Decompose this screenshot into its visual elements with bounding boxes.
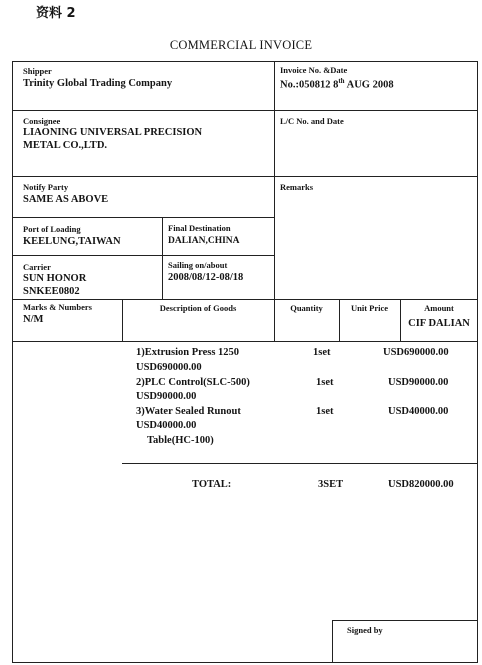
amount-term: CIF DALIAN — [408, 318, 470, 329]
item-3-extra: Table(HC-100) — [147, 435, 214, 446]
divider-total — [122, 463, 478, 464]
item-2-price: USD90000.00 — [136, 391, 197, 402]
quantity-header: Quantity — [290, 303, 323, 313]
divider-signature — [332, 620, 478, 621]
item-2-quantity: 1set — [316, 377, 334, 388]
notify-party-label: Notify Party — [23, 182, 69, 192]
carrier-line1: SUN HONOR — [23, 273, 87, 284]
invoice-no-label: Invoice No. &Date — [280, 65, 348, 75]
marks-numbers-value: N/M — [23, 314, 44, 325]
marks-numbers-header: Marks & Numbers — [23, 302, 92, 312]
signed-by-label: Signed by — [347, 625, 383, 635]
item-2-description: 2)PLC Control(SLC-500) — [136, 377, 250, 388]
item-2-amount: USD90000.00 — [388, 377, 449, 388]
item-3-quantity: 1set — [316, 406, 334, 417]
item-1-quantity: 1set — [313, 347, 331, 358]
item-3-price: USD40000.00 — [136, 420, 197, 431]
invoice-title: COMMERCIAL INVOICE — [169, 38, 313, 52]
divider-port-destination — [162, 217, 163, 299]
sailing-value: 2008/08/12-08/18 — [168, 272, 244, 283]
consignee-line1: LIAONING UNIVERSAL PRECISION — [23, 127, 203, 138]
final-destination-label: Final Destination — [168, 223, 231, 233]
unit-price-header: Unit Price — [350, 303, 389, 313]
divider-signature-left — [332, 620, 333, 663]
item-3-description: 3)Water Sealed Runout — [136, 406, 241, 417]
divider-goods-body — [12, 341, 478, 342]
carrier-line2: SNKEE0802 — [23, 286, 80, 297]
shipper-label: Shipper — [23, 66, 52, 76]
port-of-loading-label: Port of Loading — [23, 224, 81, 234]
lc-label: L/C No. and Date — [280, 116, 344, 126]
port-of-loading-value: KEELUNG,TAIWAN — [23, 236, 121, 247]
shipper-value: Trinity Global Trading Company — [23, 78, 173, 89]
description-header: Description of Goods — [159, 303, 237, 313]
item-1-description: 1)Extrusion Press 1250 — [136, 347, 240, 358]
item-3-amount: USD40000.00 — [388, 406, 449, 417]
total-quantity: 3SET — [318, 479, 344, 490]
divider-notify — [12, 217, 274, 218]
divider-consignee — [12, 176, 478, 177]
final-destination-value: DALIAN,CHINA — [168, 236, 240, 246]
consignee-line2: METAL CO.,LTD. — [23, 140, 108, 151]
divider-shipper — [12, 110, 478, 111]
consignee-label: Consignee — [23, 116, 61, 126]
total-amount: USD820000.00 — [388, 479, 454, 490]
divider-goods-header — [12, 299, 478, 300]
item-1-amount: USD690000.00 — [383, 347, 449, 358]
sailing-label: Sailing on/about — [168, 260, 228, 270]
item-1-price: USD690000.00 — [136, 362, 202, 373]
invoice-no-value: No.:050812 8th AUG 2008 — [280, 77, 394, 91]
carrier-label: Carrier — [23, 262, 51, 272]
notify-party-value: SAME AS ABOVE — [23, 194, 109, 205]
divider-right-column — [274, 61, 275, 299]
document-note: 资料 2 — [36, 6, 76, 21]
amount-header: Amount — [424, 303, 454, 313]
divider-port — [12, 255, 274, 256]
remarks-label: Remarks — [280, 182, 314, 192]
total-label: TOTAL: — [192, 479, 232, 490]
